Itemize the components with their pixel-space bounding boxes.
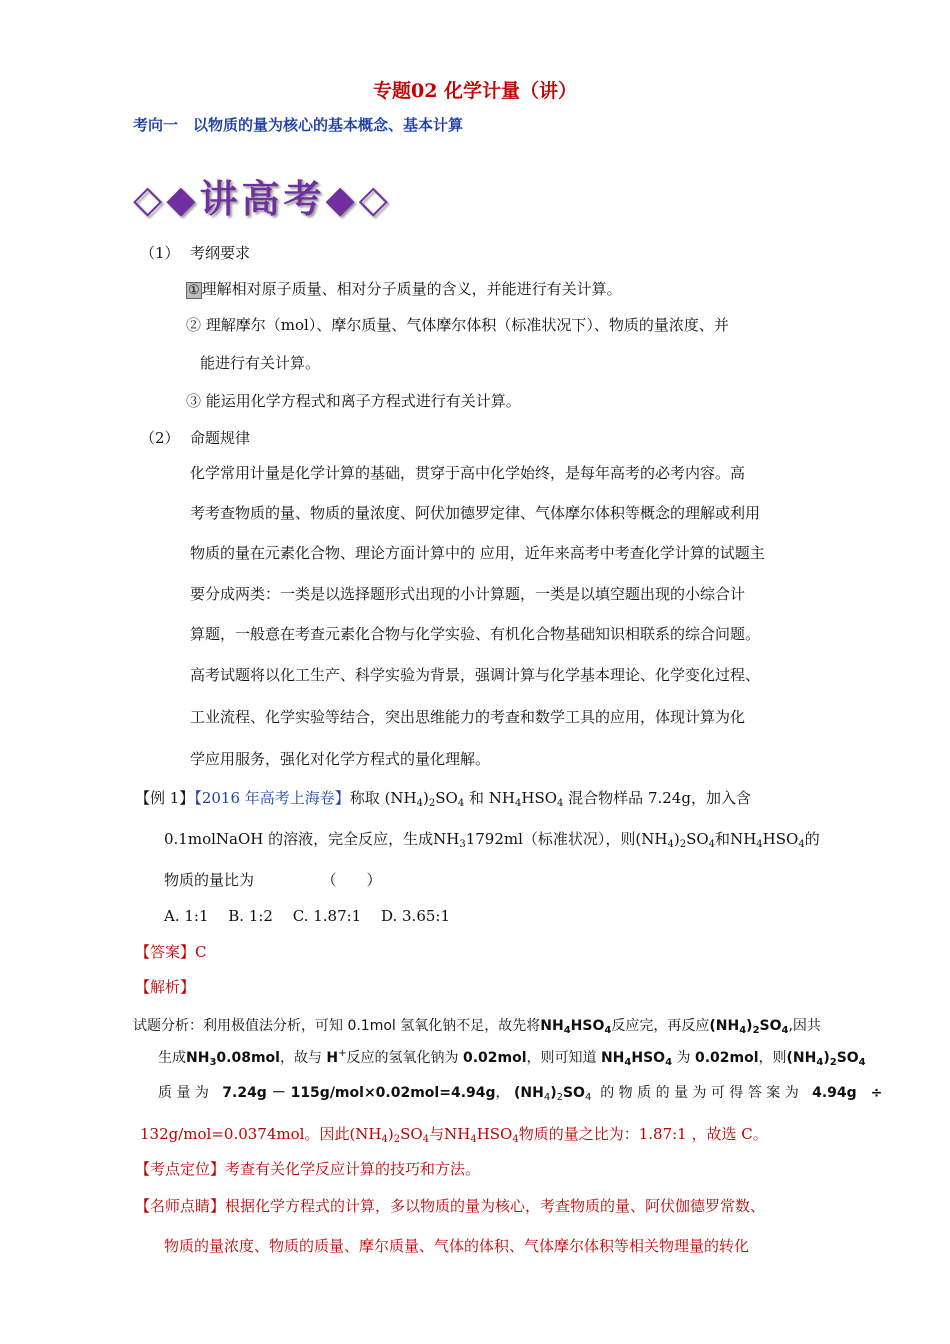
paragraph-line: 高考试题将以化工生产、科学实验为背景，强调计算与化学基本理论、化学变化过程、 [190,666,761,684]
text: 物质的量之比为：1.87:1 ，故选 C。 [518,1125,768,1143]
text: 0.1molNaOH 的溶液，完全反应，生成 [164,830,434,848]
paragraph-line: 工业流程、化学实验等结合，突出思维能力的考查和数学工具的应用，体现计算为化 [190,708,746,726]
sub: 2 [829,1057,837,1068]
sub: 4 [667,839,674,850]
sub: 4 [665,1057,673,1068]
formula: ) [387,1125,394,1143]
formula: 7.24g － 115g/mol×0.02mol=4.94g [222,1085,496,1101]
text: 试题分析：利用极值法分析，可知 0.1mol 氢氧化钠不足，故先将 [133,1018,541,1034]
item-1-text: 理解相对原子质量、相对分子质量的含义，并能进行有关计算。 [201,280,622,298]
formula: (NH [384,789,417,807]
sub: 2 [752,1025,760,1036]
tip-line-2: 物质的量浓度、物质的质量、摩尔质量、气体的体积、气体摩尔体积等相关物理量的转化 [164,1237,750,1255]
formula: SO [759,1018,782,1034]
value: 4.94g ÷ [812,1085,883,1101]
sub: 4 [781,1025,789,1036]
text: ，则可知道 [526,1050,597,1066]
formula: ) [673,830,680,848]
text: 混合物样品 7.24g，加入含 [568,789,751,807]
formula: SO [435,789,458,807]
formula: HSO [476,1125,513,1143]
sub: 4 [604,1025,612,1036]
tip-label: 【名师点睛】 [135,1197,226,1215]
tip-text: 根据化学方程式的计算，多以物质的量为核心，考查物质的量、阿伏伽德罗常数、 [225,1197,766,1215]
sub: 4 [557,798,564,809]
answer-label: 【答案】 [135,943,196,961]
formula: HSO [762,830,799,848]
sub: 4 [756,839,763,850]
text: 反应的氢氧化钠为 [346,1050,459,1066]
text: 1792ml（标准状况），则 [465,830,636,848]
paragraph-line: 算题，一般意在考查元素化合物与化学实验、有机化合物基础知识相联系的综合问题。 [190,625,761,643]
item-number-badge: ① [188,283,200,298]
answer-line [135,941,207,962]
requirement-item-2-cont: 能进行有关计算。 [200,354,321,372]
section2-label: （2） [140,429,180,447]
paragraph-line: 学应用服务，强化对化学方程式的量化理解。 [190,750,491,768]
analysis-line-2 [158,1047,866,1068]
formula: NH [600,1050,625,1066]
analysis-line-1 [133,1015,821,1036]
section1-heading: 考纲要求 [190,244,251,262]
example-source: 【2016 年高考上海卷】 [194,789,350,807]
formula: NH [730,830,757,848]
formula: ) [823,1050,830,1066]
example-options: A. 1:1 B. 1:2 C. 1.87:1 D. 3.65:1 [164,907,451,925]
sub: 4 [798,839,805,850]
section-direction: 考向一 以物质的量为核心的基本概念、基本计算 [133,116,464,134]
formula: (NH [513,1085,544,1101]
sub: 4 [422,1134,430,1145]
text: ,因共 [788,1018,821,1034]
formula: H [326,1050,339,1066]
formula: NH [540,1018,564,1034]
text: 132g/mol=0.0374mol。因此 [140,1125,350,1143]
sub: 4 [739,1025,747,1036]
page-title: 专题02 化学计量（讲） [372,80,578,102]
sub: 4 [624,1057,632,1068]
text: 生成 [158,1050,186,1066]
formula: (NH [709,1018,740,1034]
sub: 3 [459,839,466,850]
formula: (NH [786,1050,817,1066]
value: 0.08mol [216,1050,280,1066]
paragraph-line: 物质的量在元素化合物、理论方面计算中的 应用，近年来高考中考查化学计算的试题主 [190,544,765,562]
analysis-line-4 [140,1123,768,1145]
sup: + [338,1048,347,1059]
sub: 4 [708,839,716,850]
example-label: 【例 1】 [135,789,195,807]
formula: ) [550,1085,557,1101]
answer-value: C [195,943,207,961]
text: 称取 [349,789,380,807]
sub: 4 [563,1025,571,1036]
requirement-item-3: ③ 能运用化学方程式和离子方程式进行有关计算。 [186,392,521,410]
formula: NH [444,1125,471,1143]
example-line-3: 物质的量比为 （ ） [164,871,382,889]
sub: 4 [457,798,465,809]
text: 的 [804,830,820,848]
sub: 2 [393,1134,401,1145]
sub: 4 [512,1134,519,1145]
sub: 4 [858,1057,866,1068]
formula: SO [836,1050,859,1066]
paragraph-line: 考考查物质的量、物质的量浓度、阿伏加德罗定律、气体摩尔体积等概念的理解或利用 [190,504,761,522]
text: 与 [429,1125,445,1143]
requirement-item-1 [186,278,622,299]
formula: SO [686,830,709,848]
text: ，故与 [279,1050,322,1066]
text: 和 [468,789,484,807]
text: ，则 [758,1050,787,1066]
sub: 4 [584,1092,592,1103]
sub: 4 [543,1092,551,1103]
sub: 4 [416,798,423,809]
point-line [135,1158,480,1179]
sub: 2 [556,1092,563,1103]
paragraph-line: 化学常用计量是化学计算的基础，贯穿于高中化学始终，是每年高考的必考内容。高 [190,464,746,482]
example-line-2 [164,828,820,850]
formula: HSO [570,1018,605,1034]
text: 质 量 为 [158,1085,209,1101]
sub: 4 [381,1134,388,1145]
example-line-1 [135,787,751,809]
sub: 2 [679,839,687,850]
formula: ) [423,789,429,807]
formula: NH [488,789,515,807]
section1-label: （1） [140,244,180,262]
requirement-item-2: ② 理解摩尔（mol）、摩尔质量、气体摩尔体积（标准状况下）、物质的量浓度、并 [186,316,729,334]
point-label: 【考点定位】 [135,1160,226,1178]
section2-heading: 命题规律 [190,429,251,447]
point-text: 考查有关化学反应计算的技巧和方法。 [225,1160,481,1178]
formula: ) [746,1018,753,1034]
formula: SO [562,1085,585,1101]
formula: HSO [631,1050,666,1066]
sub: 3 [209,1057,217,1068]
value: 0.02mol [462,1050,527,1066]
text: 为 [676,1050,691,1066]
text: 的 物 质 的 量 为 可 得 答 案 为 [600,1085,799,1101]
formula: NH [186,1050,210,1066]
paragraph-line: 要分成两类：一类是以选择题形式出现的小计算题，一类是以填空题出现的小综合计 [190,585,746,603]
formula: HSO [521,789,558,807]
analysis-label: 【解析】 [135,978,196,996]
formula: SO [400,1125,423,1143]
formula: NH [433,830,460,848]
text: ， [495,1085,510,1101]
analysis-line-3 [158,1082,882,1103]
value: 0.02mol [694,1050,759,1066]
formula: (NH [635,830,668,848]
sub: 4 [816,1057,824,1068]
banner-heading: ◇◆讲高考◆◇ [133,176,392,221]
sub: 2 [428,798,436,809]
sub: 4 [514,798,522,809]
formula: (NH [349,1125,382,1143]
tip-line-1 [135,1195,765,1216]
text: 反应完，再反应 [611,1018,710,1034]
text: 和 [715,830,731,848]
sub: 4 [470,1134,477,1145]
